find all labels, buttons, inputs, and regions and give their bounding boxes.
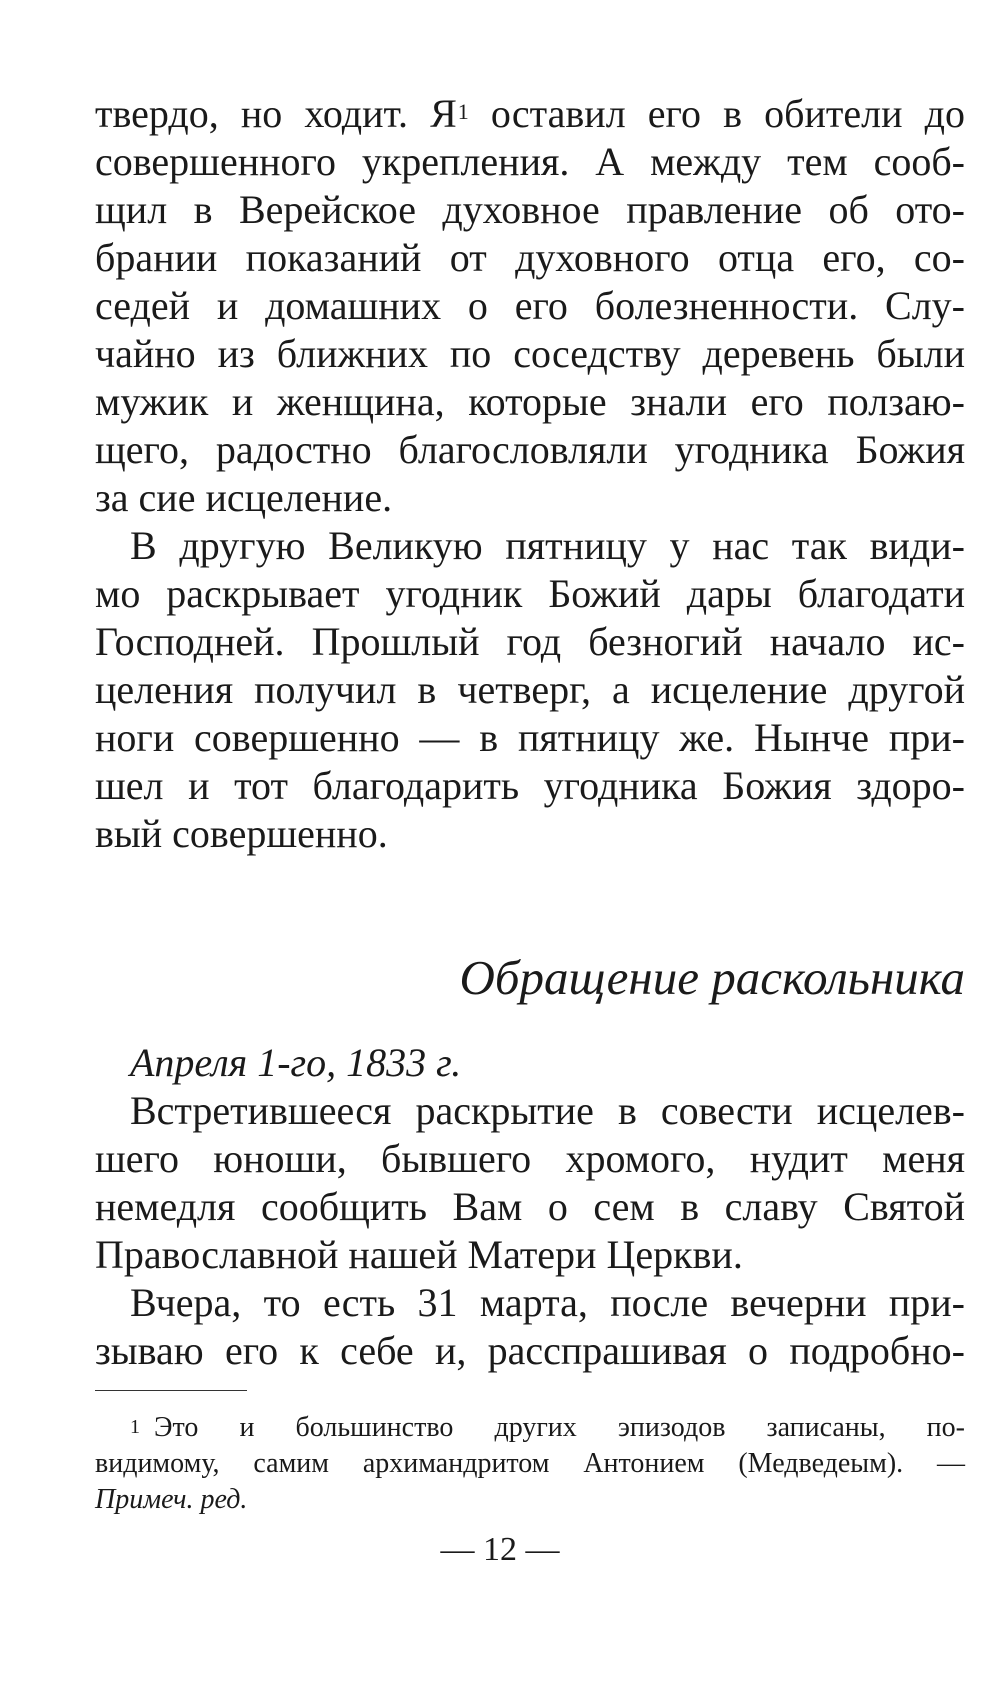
- page-number: — 12 —: [440, 1531, 560, 1568]
- text-line: В другую Великую пятницу у нас так види-: [130, 523, 965, 568]
- text-line: ноги совершенно — в пятницу же. Нынче при-: [95, 715, 965, 760]
- text-line: седей и домашних о его болезненности. Слу-: [95, 283, 965, 328]
- text-line: брании показаний от духовного отца его, со-: [95, 235, 965, 280]
- text-line: мо раскрывает угодник Божий дары благодати: [95, 571, 965, 616]
- text-line: мужик и женщина, которые знали его ползаю-: [95, 379, 965, 424]
- text-line: Встретившееся раскрытие в совести исцелев-: [130, 1088, 965, 1133]
- text-line: Православной нашей Матери Церкви.: [95, 1232, 743, 1277]
- footnote-line: Примеч. ред.: [95, 1484, 248, 1515]
- text-line: зываю его к себе и, расспрашивая о подробно-: [95, 1328, 965, 1373]
- text-line: щего, радостно благословляли угодника Божия: [95, 427, 965, 472]
- text-line: чайно из ближних по соседству деревень были: [95, 331, 965, 376]
- text-line: шел и тот благодарить угодника Божия здоро-: [95, 763, 965, 808]
- text-line: целения получил в четверг, а исцеление другой: [95, 667, 965, 712]
- text-line: твердо, но ходит. Я$^1$ оставил его в обители до: [95, 91, 965, 136]
- text-line: вый совершенно.: [95, 811, 388, 856]
- text-line: за сие исцеление.: [95, 475, 393, 520]
- letter-date: Апреля 1-го, 1833 г.: [130, 1040, 462, 1085]
- footnote-separator: [95, 1390, 247, 1391]
- footnote-line: видимому, самим архимандритом Антонием (Медведеым). —: [95, 1448, 965, 1479]
- text-line: совершенного укрепления. А между тем сооб-: [95, 139, 965, 184]
- text-line: Вчера, то есть 31 марта, после вечерни при-: [130, 1280, 965, 1325]
- text-line: немедля сообщить Вам о сем в славу Святой: [95, 1184, 965, 1229]
- text-line: шего юноши, бывшего хромого, нудит меня: [95, 1136, 965, 1181]
- section-heading: Обращение раскольника: [459, 950, 965, 1005]
- footnote-line: $^1$ Это и большинство других эпизодов записаны, по-: [130, 1412, 965, 1443]
- text-line: щил в Верейское духовное правление об ото-: [95, 187, 965, 232]
- footnote-marker: 1: [130, 1416, 140, 1438]
- text-line: Господней. Прошлый год безногий начало ис-: [95, 619, 965, 664]
- footnote-reference[interactable]: 1: [457, 99, 469, 124]
